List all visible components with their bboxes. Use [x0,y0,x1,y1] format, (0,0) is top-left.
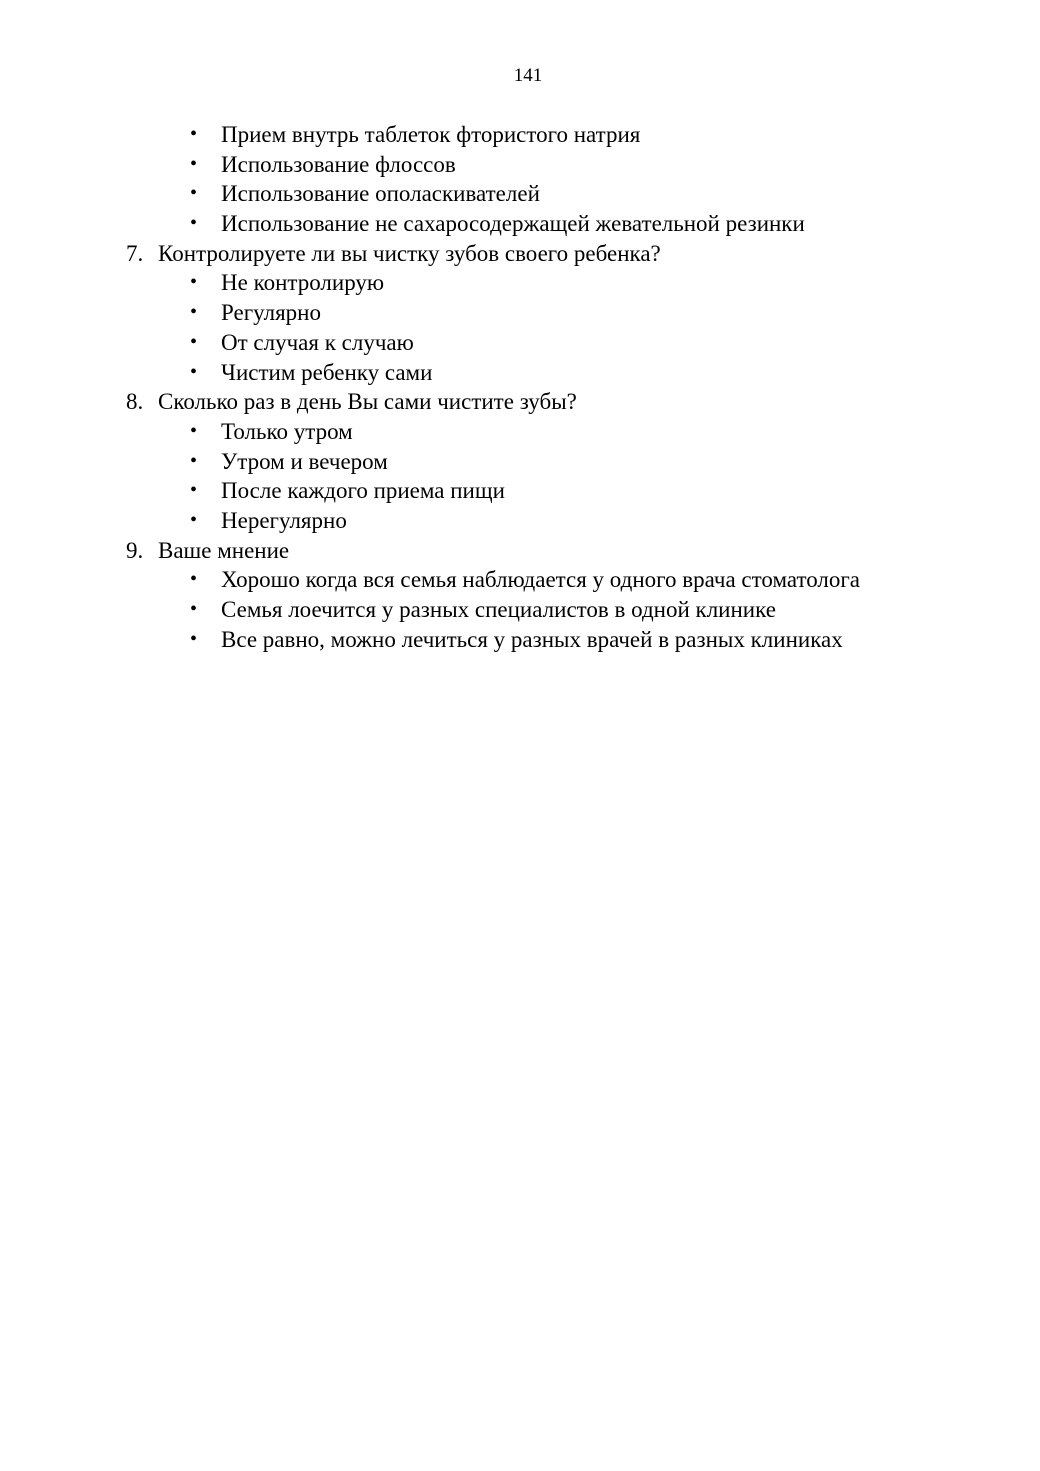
option-text: Использование флоссов [221,151,456,177]
bullet-icon: • [190,627,198,650]
option-text: Прием внутрь таблеток фтористого натрия [221,122,641,147]
question-number: 9. [126,537,144,563]
list-item [0,328,1040,358]
option-text: После каждого приема пищи [221,478,505,504]
question-text: Сколько раз в день Вы сами чистите зубы? [158,389,577,415]
question-number: 7. [126,240,144,266]
list-item [0,625,1040,655]
page-number: 141 [513,65,543,86]
bullet-icon: • [190,271,198,294]
bullet-icon: • [190,419,198,442]
list-item [0,476,1040,506]
bullet-icon: • [190,301,198,324]
list-item [0,417,1040,447]
option-text: Только утром [221,418,353,444]
option-text: Не контролирую [221,270,385,296]
list-item [0,298,1040,328]
option-text: Утром и вечером [221,448,388,474]
option-text: Использование ополаскивателей [221,181,540,207]
list-item [0,595,1040,625]
bullet-icon: • [190,182,198,205]
list-item [0,447,1040,477]
bullet-icon: • [190,152,198,175]
bullet-icon: • [190,330,198,353]
option-text: Хорошо когда вся семья наблюдается у одного врача стоматолога [221,567,861,593]
bullet-icon: • [190,212,198,235]
question-text: Контролируете ли вы чистку зубов своего ребенка? [158,240,661,266]
option-text: От случая к случаю [221,329,414,355]
question-7 [0,239,1040,269]
option-text: Семья лоечится у разных специалистов в одной клинике [221,597,776,622]
option-text: Регулярно [221,300,321,326]
option-text: Нерегулярно [221,507,347,533]
list-item [0,179,1040,209]
bullet-icon: • [190,360,198,383]
option-text: Все равно, можно лечиться у разных врачей в разных клиниках [221,626,843,652]
bullet-icon: • [190,123,198,145]
bullet-icon: • [190,508,198,531]
question-9 [0,536,1040,566]
bullet-icon: • [190,598,198,620]
option-text: Чистим ребенку сами [221,359,433,385]
list-item [0,565,1040,595]
question-8 [0,387,1040,417]
questionnaire [0,120,1040,654]
bullet-icon: • [190,449,198,472]
bullet-icon: • [190,568,198,591]
question-number: 8. [126,389,144,415]
option-text: Использование не сахаросодержащей жевательной резинки [221,211,805,237]
bullet-icon: • [190,479,198,502]
list-item [0,150,1040,180]
list-item [0,268,1040,298]
list-item [0,506,1040,536]
question-text: Ваше мнение [158,537,290,563]
list-item [0,358,1040,388]
list-item [0,120,1040,150]
list-item [0,209,1040,239]
